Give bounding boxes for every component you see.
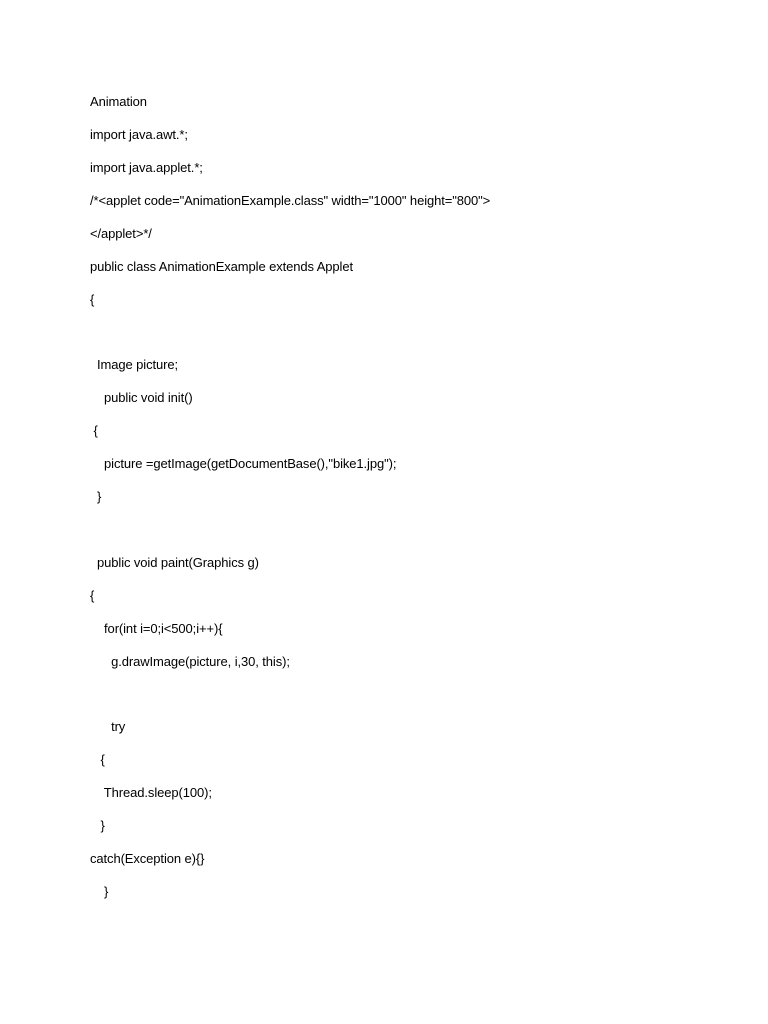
code-line: } (90, 884, 109, 899)
code-line: { (90, 423, 98, 438)
code-line: catch(Exception e){} (90, 851, 205, 866)
code-line: public void paint(Graphics g) (90, 555, 259, 570)
document-title: Animation (90, 94, 147, 109)
code-line: { (90, 588, 95, 603)
code-line: { (90, 752, 105, 767)
code-line: Thread.sleep(100); (90, 785, 212, 800)
code-line: { (90, 292, 95, 307)
code-line: public void init() (90, 390, 193, 405)
code-line: } (90, 489, 102, 504)
code-line: public class AnimationExample extends Applet (90, 259, 353, 274)
code-line: import java.awt.*; (90, 127, 188, 142)
code-line: import java.applet.*; (90, 160, 203, 175)
code-line: /*<applet code="AnimationExample.class" width="1000" height="800"> (90, 193, 491, 208)
code-line: for(int i=0;i<500;i++){ (90, 621, 223, 636)
code-line: Image picture; (90, 357, 178, 372)
code-line: try (90, 719, 126, 734)
code-line: picture =getImage(getDocumentBase(),"bike1.jpg"); (90, 456, 397, 471)
code-line: } (90, 818, 105, 833)
code-line: g.drawImage(picture, i,30, this); (90, 654, 290, 669)
code-line: </applet>*/ (90, 226, 152, 241)
